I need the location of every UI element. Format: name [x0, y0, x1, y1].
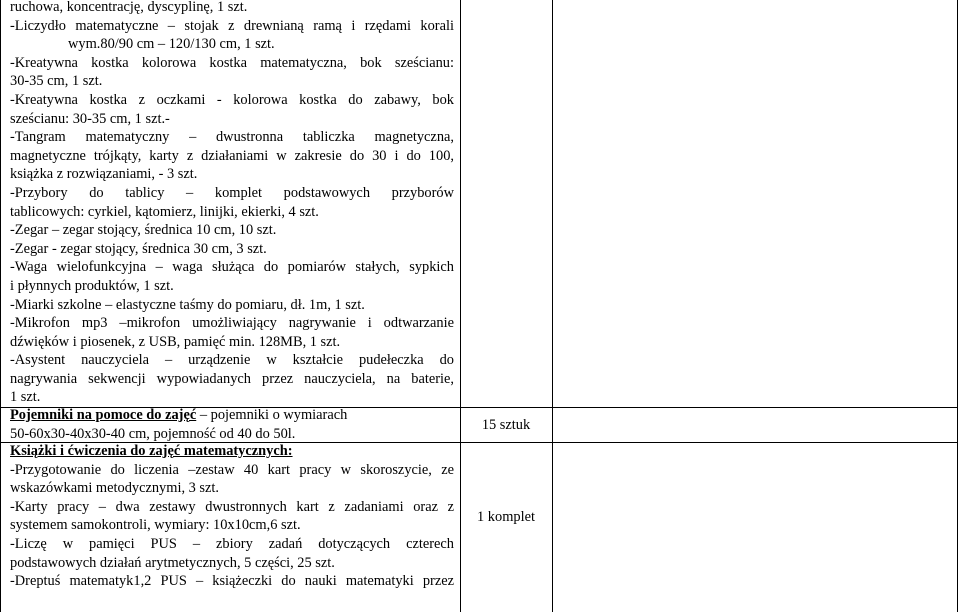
list-item-line: -Liczę w pamięci PUS – zbiory zadań dotyczących czterech: [10, 535, 454, 552]
list-item-line: wym.80/90 cm – 120/130 cm, 1 szt.: [68, 36, 275, 53]
list-item-line: -Miarki szkolne – elastyczne taśmy do pomiaru, dł. 1m, 1 szt.: [10, 296, 365, 313]
list-item-line: nagrywania sekwencji wypowiadanych przez nauczyciela, na baterie,: [10, 370, 454, 387]
list-item: [10, 461, 454, 498]
table-border-left: [0, 0, 1, 612]
list-item: [10, 296, 454, 315]
list-item-line: 30-35 cm, 1 szt.: [10, 73, 103, 90]
list-item: [10, 54, 454, 91]
list-item: [10, 128, 454, 184]
list-item-line: i płynnych produktów, 1 szt.: [10, 277, 174, 294]
list-item-line: wskazówkami metodycznymi, 3 szt.: [10, 480, 220, 497]
list-item-line: -Tangram matematyczny – dwustronna tabliczka magnetyczna,: [10, 129, 454, 146]
pojemniki-description: – pojemniki o wymiarach: [196, 407, 348, 423]
equipment-list: [10, 0, 454, 407]
list-item: [10, 351, 454, 407]
list-item-line: systemem samokontroli, wymiary: 10x10cm,6 szt.: [10, 517, 301, 534]
list-item: [10, 572, 454, 591]
list-item-line: książka z rozwiązaniami, - 3 szt.: [10, 166, 198, 183]
list-item: [10, 535, 454, 572]
list-item-line: -Waga wielofunkcyjna – waga służąca do pomiarów stałych, sypkich: [10, 259, 454, 276]
list-item: [10, 258, 454, 295]
list-item: [10, 184, 454, 221]
table-border-right: [957, 0, 958, 612]
pojemniki-dimensions: 50-60x30-40x30-40 cm, pojemność od 40 do 50l.: [10, 425, 296, 442]
ksiazki-cell: [10, 442, 454, 591]
list-item-line: ruchowa, koncentrację, dyscyplinę, 1 szt.: [10, 0, 248, 15]
pojemniki-cell: [10, 406, 454, 443]
list-item: [10, 240, 454, 259]
list-item: [10, 17, 454, 54]
list-item: [10, 91, 454, 128]
list-item-line: magnetyczne trójkąty, karty z działaniami w zakresie do 30 i do 100,: [10, 147, 454, 164]
ksiazki-title: Książki i ćwiczenia do zajęć matematycznych:: [10, 443, 293, 459]
list-item-line: -Dreptuś matematyk1,2 PUS – książeczki do nauki matematyki przez: [10, 573, 454, 590]
list-item-line: -Asystent nauczyciela – urządzenie w kształcie pudełeczka do: [10, 352, 454, 369]
list-item: [10, 221, 454, 240]
ksiazki-quantity: 1 komplet: [477, 509, 535, 525]
list-item-line: -Karty pracy – dwa zestawy dwustronnych kart z zadaniami oraz z: [10, 498, 454, 515]
table-border-col2: [552, 0, 553, 612]
pojemniki-title: Pojemniki na pomoce do zajęć: [10, 407, 197, 423]
list-item-line: 1 szt.: [10, 389, 41, 406]
list-item: [10, 0, 454, 17]
list-item-line: tablicowych: cyrkiel, kątomierz, linijki, ekierki, 4 szt.: [10, 203, 319, 220]
list-item: [10, 314, 454, 351]
list-item-line: -Liczydło matematyczne – stojak z drewnianą ramą i rzędami korali: [10, 17, 454, 34]
list-item: [10, 498, 454, 535]
list-item-line: podstawowych działań arytmetycznych, 5 części, 25 szt.: [10, 554, 335, 571]
list-item-line: -Zegar - zegar stojący, średnica 30 cm, 3 szt.: [10, 240, 267, 257]
list-item-line: -Zegar – zegar stojący, średnica 10 cm, 10 szt.: [10, 222, 277, 239]
pojemniki-quantity: 15 sztuk: [481, 417, 531, 433]
list-item-line: -Przybory do tablicy – komplet podstawowych przyborów: [10, 184, 454, 201]
list-item-line: -Przygotowanie do liczenia –zestaw 40 kart pracy w skoroszycie, ze: [10, 461, 454, 478]
list-item-line: -Kreatywna kostka kolorowa kostka matematyczna, bok sześcianu:: [10, 54, 454, 71]
list-item-line: -Mikrofon mp3 –mikrofon umożliwiający nagrywanie i odtwarzanie: [10, 315, 454, 332]
table-border-col1: [460, 0, 461, 612]
list-item-line: dźwięków i piosenek, z USB, pamięć min. 128MB, 1 szt.: [10, 333, 341, 350]
pojemniki-line: [10, 406, 454, 425]
list-item-line: sześcianu: 30-35 cm, 1 szt.-: [10, 110, 170, 127]
list-item-line: -Kreatywna kostka z oczkami - kolorowa kostka do zabawy, bok: [10, 91, 454, 108]
